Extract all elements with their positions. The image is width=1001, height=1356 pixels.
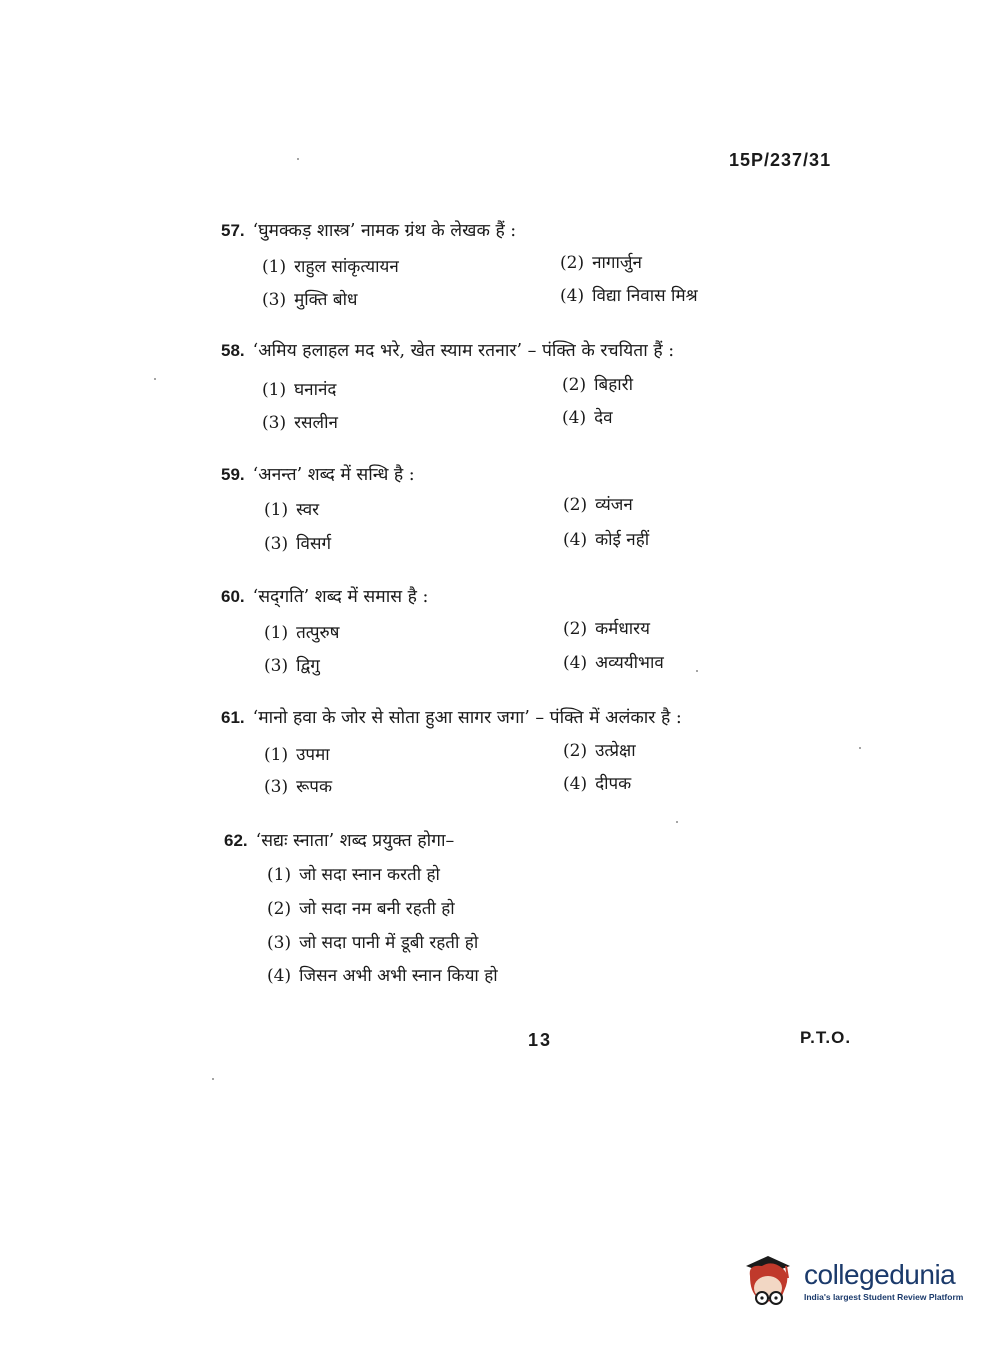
question-57 bbox=[221, 218, 516, 242]
option-3: (3) द्विगु bbox=[264, 656, 320, 676]
brand-name: collegedunia bbox=[804, 1259, 956, 1290]
paper-code: 15P/237/31 bbox=[729, 150, 832, 170]
option-1: (1) जो सदा स्नान करती हो bbox=[267, 865, 440, 885]
question-59 bbox=[221, 462, 415, 486]
question-number: 57. bbox=[221, 221, 245, 240]
option-3: (3) जो सदा पानी में डूबी रहती हो bbox=[267, 933, 479, 953]
option-2: (2) जो सदा नम बनी रहती हो bbox=[267, 899, 455, 919]
question-61 bbox=[221, 705, 682, 729]
scan-speck bbox=[676, 821, 678, 823]
option-4: (4) अव्ययीभाव bbox=[563, 653, 664, 673]
scan-speck bbox=[696, 670, 698, 672]
question-number: 58. bbox=[221, 341, 245, 360]
scan-speck bbox=[154, 378, 156, 380]
page-number: 13 bbox=[528, 1030, 553, 1050]
option-2: (2) नागार्जुन bbox=[560, 253, 642, 273]
option-3: (3) मुक्ति बोध bbox=[262, 290, 358, 310]
option-4: (4) देव bbox=[562, 408, 613, 428]
option-4: (4) विद्या निवास मिश्र bbox=[560, 286, 698, 306]
option-2: (2) व्यंजन bbox=[563, 495, 633, 515]
question-text: ‘सद्यः स्नाता’ शब्द प्रयुक्त होगा– bbox=[255, 831, 455, 851]
option-2: (2) कर्मधारय bbox=[563, 619, 650, 639]
question-text: ‘घुमक्कड़ शास्त्र’ नामक ग्रंथ के लेखक हैं : bbox=[252, 221, 517, 241]
option-1: (1) उपमा bbox=[264, 745, 330, 765]
option-1: (1) स्वर bbox=[264, 500, 320, 520]
question-text: ‘अमिय हलाहल मद भरे, खेत स्याम रतनार’ – पंक्ति के रचयिता हैं : bbox=[252, 341, 675, 361]
question-number: 60. bbox=[221, 587, 245, 606]
option-4: (4) दीपक bbox=[563, 774, 632, 794]
collegedunia-watermark bbox=[742, 1252, 963, 1310]
option-2: (2) उत्प्रेक्षा bbox=[563, 741, 636, 761]
scan-speck bbox=[297, 158, 299, 160]
question-number: 61. bbox=[221, 708, 245, 727]
question-text: ‘सद्‌गति’ शब्द में समास है : bbox=[252, 587, 429, 607]
question-text: ‘मानो हवा के जोर से सोता हुआ सागर जगा’ – पंक्ति में अलंकार है : bbox=[252, 708, 682, 728]
question-number: 59. bbox=[221, 465, 245, 484]
option-2: (2) बिहारी bbox=[562, 375, 633, 395]
question-58 bbox=[221, 338, 674, 362]
question-60 bbox=[221, 584, 428, 608]
scan-speck bbox=[859, 747, 861, 749]
option-1: (1) घनानंद bbox=[262, 380, 337, 400]
question-number: 62. bbox=[224, 831, 248, 850]
brand-tagline: India's largest Student Review Platform bbox=[804, 1292, 964, 1302]
option-4: (4) कोई नहीं bbox=[563, 530, 650, 550]
option-1: (1) तत्पुरुष bbox=[264, 623, 340, 643]
option-3: (3) रसलीन bbox=[262, 413, 338, 433]
option-3: (3) रूपक bbox=[264, 777, 333, 797]
option-3: (3) विसर्ग bbox=[264, 534, 332, 554]
question-62 bbox=[224, 828, 454, 852]
question-text: ‘अनन्त’ शब्द में सन्धि है : bbox=[252, 465, 415, 485]
scan-speck bbox=[212, 1078, 214, 1080]
option-1: (1) राहुल सांकृत्यायन bbox=[262, 257, 399, 277]
pto-label: P.T.O. bbox=[800, 1028, 852, 1047]
option-4: (4) जिसन अभी अभी स्नान किया हो bbox=[267, 966, 498, 986]
student-mascot-icon bbox=[742, 1252, 798, 1310]
